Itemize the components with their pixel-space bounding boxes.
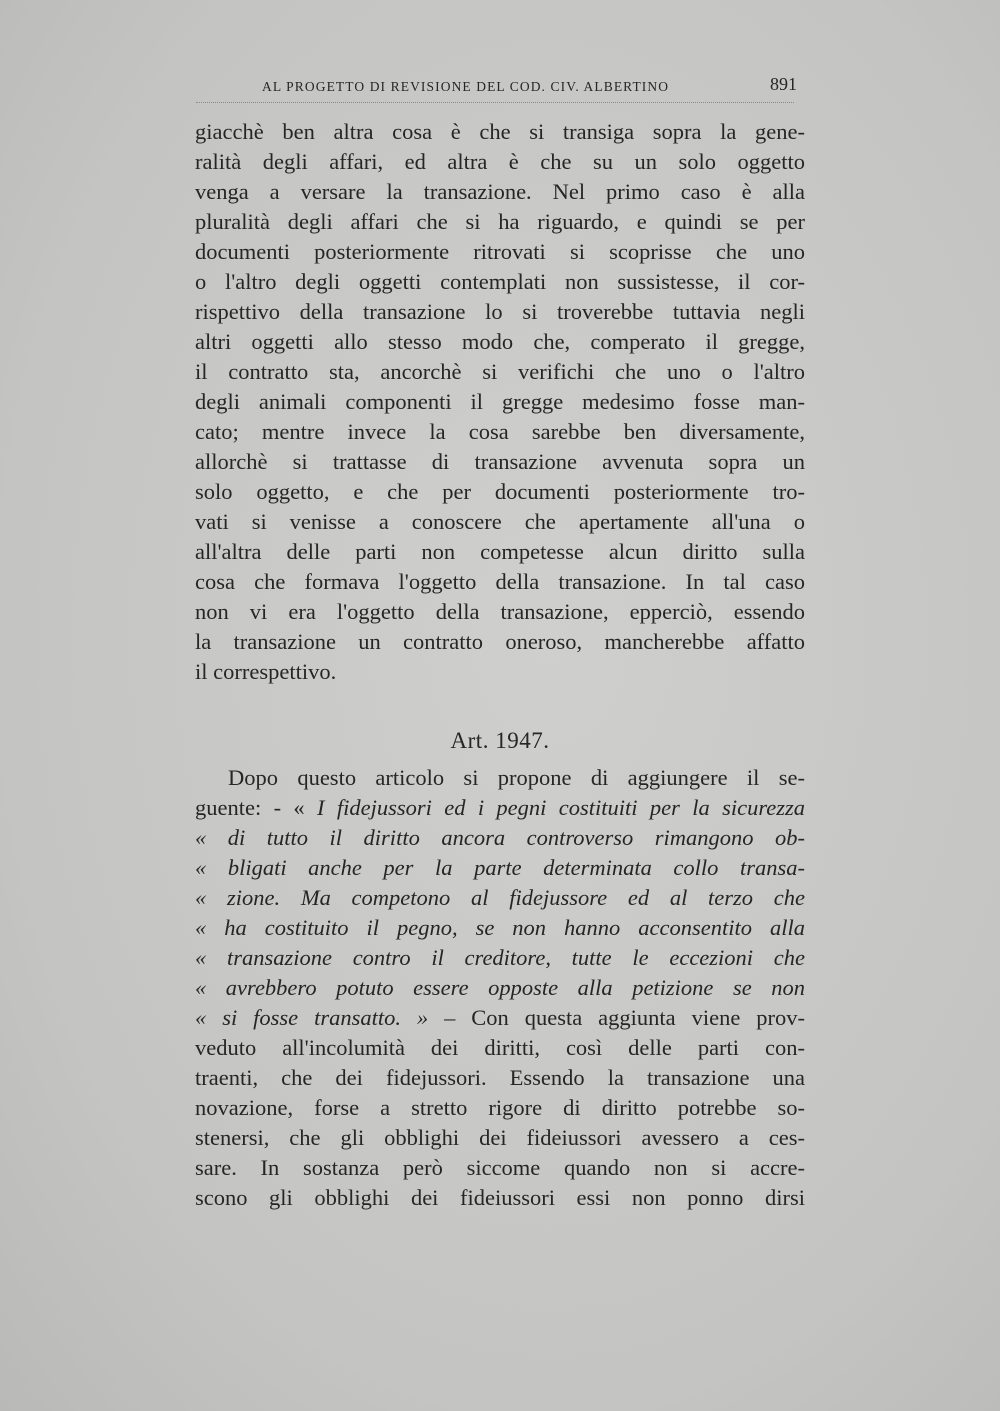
text-line: scono gli obblighi dei fideiussori essi non ponno dirsi — [195, 1185, 805, 1210]
text-line: la transazione un contratto oneroso, mancherebbe affatto — [195, 629, 805, 654]
page-header — [262, 74, 797, 102]
text-line: allorchè si trattasse di transazione avvenuta sopra un — [195, 449, 805, 474]
text-line: solo oggetto, e che per documenti posteriormente tro- — [195, 479, 805, 504]
text-line — [195, 1003, 805, 1033]
quoted-line: « ha costituito il pegno, se non hanno acconsentito alla — [195, 915, 805, 940]
quoted-line: « di tutto il diritto ancora controverso rimangono ob- — [195, 825, 805, 850]
text-line: Dopo questo articolo si propone di aggiungere il se- — [228, 765, 805, 790]
text-run: guente: - « — [195, 795, 318, 820]
text-line: cato; mentre invece la cosa sarebbe ben diversamente, — [195, 419, 805, 444]
text-line: altri oggetti allo stesso modo che, comperato il gregge, — [195, 329, 805, 354]
text-line: il contratto sta, ancorchè si verifichi che uno o l'altro — [195, 359, 805, 384]
quoted-line: « bligati anche per la parte determinata collo transa- — [195, 855, 805, 880]
text-line: rispettivo della transazione lo si troverebbe tuttavia negli — [195, 299, 805, 324]
text-line: vati si venisse a conoscere che apertamente all'una o — [195, 509, 805, 534]
text-line: non vi era l'oggetto della transazione, epperciò, essendo — [195, 599, 805, 624]
article-heading: Art. 1947. — [450, 728, 550, 753]
quoted-text: I fidejussori ed i pegni costituiti per la sicurezza — [317, 795, 805, 820]
quoted-text: « si fosse transatto. » — [195, 1005, 429, 1030]
quoted-line: « avrebbero potuto essere opposte alla petizione se non — [195, 975, 805, 1000]
text-line: degli animali componenti il gregge medesimo fosse man- — [195, 389, 805, 414]
quoted-line: « transazione contro il creditore, tutte le eccezioni che — [195, 945, 805, 970]
text-line — [195, 793, 805, 823]
text-line: stenersi, che gli obblighi dei fideiussori avessero a ces- — [195, 1125, 805, 1150]
text-line: ralità degli affari, ed altra è che su un solo oggetto — [195, 149, 805, 174]
text-line: cosa che formava l'oggetto della transazione. In tal caso — [195, 569, 805, 594]
text-line: veduto all'incolumità dei diritti, così delle parti con- — [195, 1035, 805, 1060]
text-line: giacchè ben altra cosa è che si transiga sopra la gene- — [195, 119, 805, 144]
text-line: all'altra delle parti non competesse alcun diritto sulla — [195, 539, 805, 564]
text-run: – Con questa aggiunta viene prov- — [428, 1005, 805, 1030]
header-rule — [196, 102, 794, 103]
text-line: venga a versare la transazione. Nel primo caso è alla — [195, 179, 805, 204]
text-line: traenti, che dei fidejussori. Essendo la transazione una — [195, 1065, 805, 1090]
page-number: 891 — [770, 74, 797, 94]
text-line: o l'altro degli oggetti contemplati non sussistesse, il cor- — [195, 269, 805, 294]
text-line: il correspettivo. — [195, 659, 337, 684]
text-line: documenti posteriormente ritrovati si scoprisse che uno — [195, 239, 805, 264]
text-line: sare. In sostanza però siccome quando non si accre- — [195, 1155, 805, 1180]
quoted-line: « zione. Ma competono al fidejussore ed al terzo che — [195, 885, 805, 910]
text-line: pluralità degli affari che si ha riguardo, e quindi se per — [195, 209, 805, 234]
text-line: novazione, forse a stretto rigore di diritto potrebbe so- — [195, 1095, 805, 1120]
running-title: AL PROGETTO DI REVISIONE DEL COD. CIV. ALBERTINO — [262, 79, 670, 94]
